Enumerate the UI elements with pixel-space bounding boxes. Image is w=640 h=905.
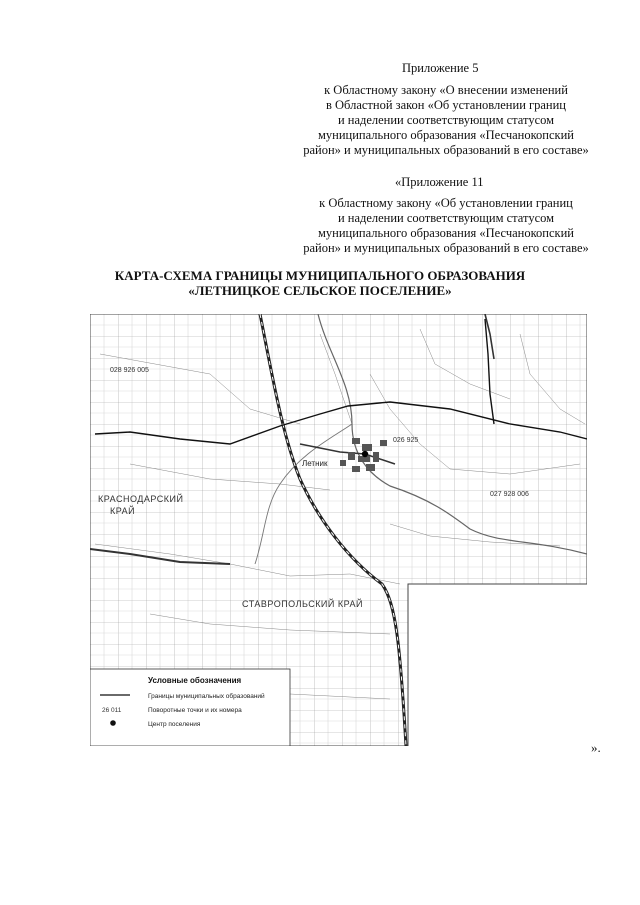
legend-dot-symbol — [110, 720, 116, 726]
appendix5-title: Приложение 5 — [402, 61, 479, 75]
point-number-label: 026 925 — [393, 437, 419, 444]
appendix11-line: и наделении соответствующим статусом — [337, 211, 555, 225]
appendix11-line: к Областному закону «Об установлении границ — [319, 196, 573, 210]
appendix5-line: и наделении соответствующим статусом — [337, 113, 555, 127]
settlement-center-marker — [362, 451, 368, 457]
appendix5-body — [286, 83, 606, 158]
appendix11-line: муниципального образования «Песчанокопский — [318, 226, 574, 240]
map-title-line2: «ЛЕТНИЦКОЕ СЕЛЬСКОЕ ПОСЕЛЕНИЕ» — [188, 283, 452, 298]
appendix11-title: «Приложение 11 — [395, 175, 484, 189]
point-number-label: 028 926 005 — [110, 367, 149, 374]
region-label-stavropol: СТАВРОПОЛЬСКИЙ КРАЙ — [242, 599, 363, 609]
legend-item-label: Границы муниципальных образований — [148, 693, 265, 700]
map-legend — [90, 669, 290, 746]
region-label-krasnodar: КРАЙ — [110, 506, 136, 516]
boundary-map — [90, 314, 587, 746]
appendix5-line: район» и муниципальных образований в его составе» — [303, 143, 589, 157]
legend-point-sample: 26 011 — [102, 707, 122, 714]
legend-item-label: Поворотные точки и их номера — [148, 707, 242, 714]
closing-quote: ». — [591, 740, 601, 755]
legend-item-label: Центр поселения — [148, 721, 201, 728]
region-label-krasnodar: КРАСНОДАРСКИЙ — [98, 494, 184, 504]
map-title-line1: КАРТА-СХЕМА ГРАНИЦЫ МУНИЦИПАЛЬНОГО ОБРАЗОВАНИЯ — [114, 268, 526, 283]
appendix11-line: район» и муниципальных образований в его составе» — [303, 241, 589, 255]
map-title — [60, 268, 580, 298]
point-number-label: 027 928 006 — [490, 491, 529, 498]
legend-title: Условные обозначения — [148, 676, 242, 685]
appendix5-line: в Областной закон «Об установлении границ — [325, 98, 566, 112]
appendix5-line: к Областному закону «О внесении изменений — [324, 83, 568, 97]
village-label: Летник — [302, 459, 328, 468]
appendix5-line: муниципального образования «Песчанокопский — [318, 128, 574, 142]
appendix11-body — [286, 196, 606, 256]
